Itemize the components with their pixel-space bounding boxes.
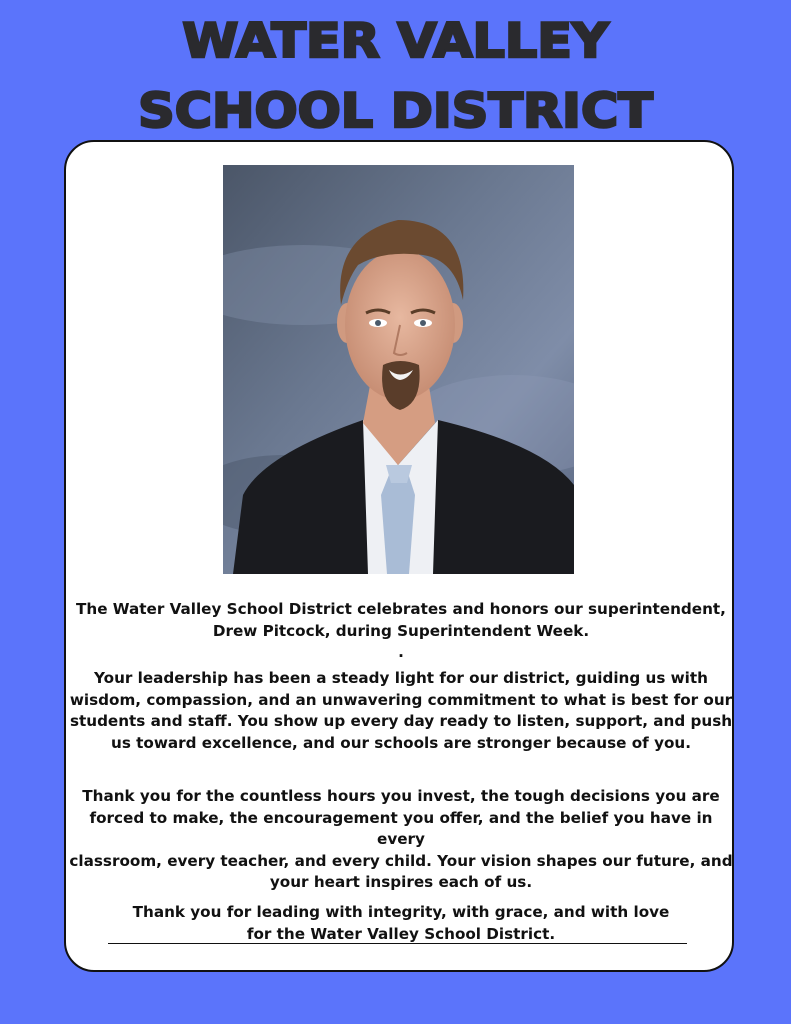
superintendent-photo (223, 165, 574, 574)
thank-you-paragraph (66, 786, 736, 894)
paragraph-line: wisdom, compassion, and an unwavering commitment to what is best for our (69, 690, 733, 709)
title-line-1: WATER VALLEY (182, 14, 609, 69)
letter-card (64, 140, 734, 972)
intro-line-2: Drew Pitcock, during Superintendent Week. (212, 621, 590, 640)
closing-paragraph (66, 902, 736, 945)
separator-dot: . (398, 643, 404, 661)
intro-paragraph (66, 599, 736, 642)
closing-line-2: for the Water Valley School District. (246, 924, 556, 943)
closing-underline (108, 943, 687, 944)
paragraph-line: your heart inspires each of us. (269, 873, 533, 891)
closing-line-1: Thank you for leading with integrity, with grace, and with love (132, 903, 670, 921)
intro-line-1: The Water Valley School District celebrates and honors our superintendent, (76, 600, 726, 618)
leadership-paragraph (66, 668, 736, 754)
paragraph-line: forced to make, the encouragement you offer, and the belief you have in every (89, 808, 713, 848)
paragraph-line: Your leadership has been a steady light for our district, guiding us with (94, 669, 708, 687)
paragraph-line: us toward excellence, and our schools are stronger because of you. (111, 733, 691, 752)
paragraph-line: classroom, every teacher, and every child. Your vision shapes our future, and (69, 851, 733, 870)
paragraph-line: Thank you for the countless hours you invest, the tough decisions you are (82, 787, 720, 805)
title-line-2: SCHOOL DISTRICT (138, 84, 653, 139)
paragraph-line: students and staff. You show up every day ready to listen, support, and push (69, 712, 733, 730)
